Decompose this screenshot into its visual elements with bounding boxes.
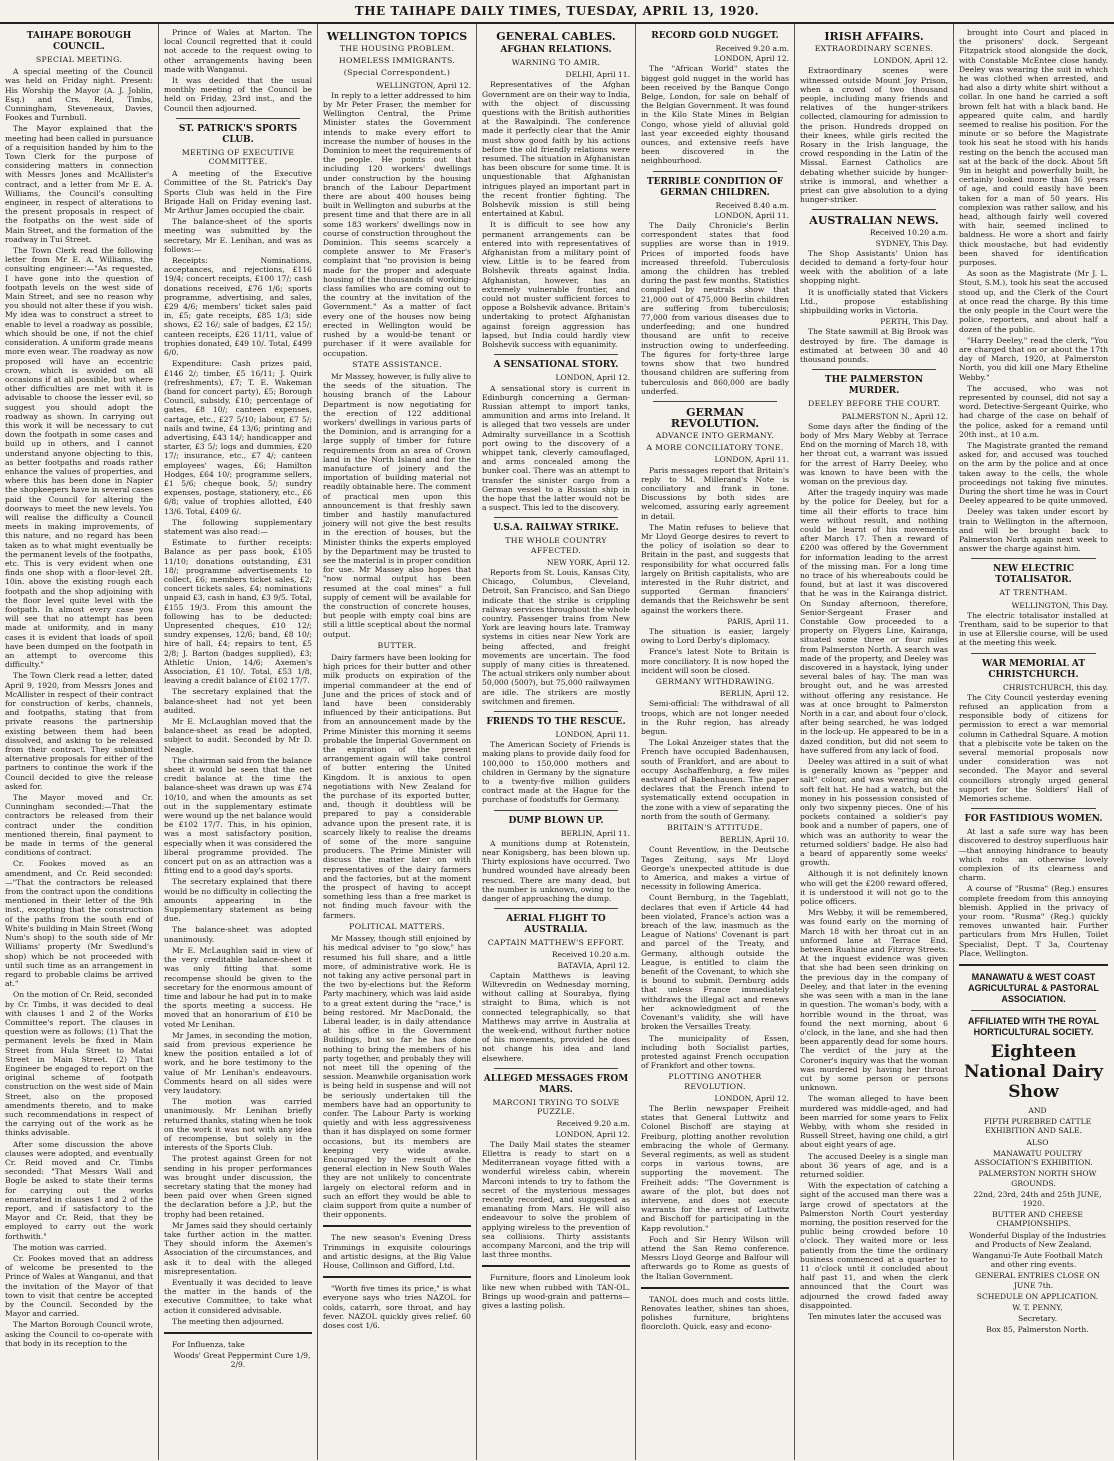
- advertisement: "Worth five times its price," is what everyone says who tries NAZOL for colds, catarrh, sore throat, and hay fever. NAZOL quickly gives relief. 60 doses cost 1/6.: [323, 1284, 471, 1331]
- dateline: NEW YORK, April 12.: [546, 557, 630, 567]
- dateline: Received 9.20 a.m.: [556, 1119, 630, 1129]
- paragraph: Ten minutes later the accused was: [808, 1312, 942, 1321]
- ad-line: 22nd, 23rd, 24th and 25th JUNE, 1920.: [973, 1189, 1102, 1208]
- ad-line: Wanganui-Te Aute Football Match and other ring events.: [972, 1250, 1103, 1270]
- paragraph: On the motion of Cr. Reid, seconded by Cr. Timbs, it was decided to deal with clauses 1 and 2 of the Works Committee's report. The clauses in question were as follows: (1) That the permanent levels be fixed in Main Street from Hula Street to Matai Street in Main Street. (2) That Engineer be engaged to report on the original scheme of footpath construction on the west side of Main Street, also on the proposed amendments thereto, and to make such recommendations in respect of the carrying out of the work as he thinks advisable.: [5, 990, 153, 1138]
- divider: [653, 171, 777, 172]
- divider: [971, 653, 1096, 654]
- dateline: LONDON, April 11.: [555, 730, 630, 739]
- paragraph: The "African World" states the biggest gold nugget in the world has been received by the Banque Congo Belge, London, for sale on behalf of the Belgian Government. It was found in the Kilo State Mines in Belgian Congo, whose yield of alluvial gold last year exceeded eighty thousand ounces, and extensive reefs have been discovered in the neighbourhood.: [641, 64, 789, 166]
- ad-line: ALSO: [1026, 1137, 1049, 1147]
- ad-line: MANAWATU POULTRY ASSOCIATION'S EXHIBITION.: [974, 1148, 1093, 1168]
- dateline: DELHI, April 11.: [565, 70, 630, 80]
- dateline: LONDON, April 11.: [714, 455, 789, 465]
- headline: AFGHAN RELATIONS.: [500, 45, 612, 55]
- paragraph: The Mayor moved and Cr. Cunningham seconded:—That the contractors be released from their contract under the condition mentioned therein, final payment to be made in terms of the general conditions of contract.: [5, 793, 153, 858]
- paragraph: The meeting then adjourned.: [172, 1316, 284, 1326]
- paragraph: The Daily Chronicle's Berlin correspondent states that food supplies are worse than in 1919. Prices of imported foods have increased threefold. Tuberculosis among the children has trebled during the past few months. Statistics compiled by neutrals show that 21,000 out of 475,000 Berlin children are suffering from tuberculosis; 77,000 from various diseases due to underfeeding; and one hundred thousand are unfit to receive instruction owing to underfeeding. The figures for forty-three large towns show that two hundred thousand children are suffering from tuberculosis and 860,000 are badly underfed.: [641, 221, 789, 396]
- divider: [494, 1068, 618, 1069]
- paragraph: As soon as the Magistrate (Mr J. L. Stout, S.M.), took his seat the accused stood up, and the Clerk of the Court at once read the charge. By this time the only people in the Court were the police, reporters, and about half a dozen of the public.: [959, 269, 1108, 334]
- masthead: THE TAIHAPE DAILY TIMES, TUESDAY, APRIL 13, 1920.: [0, 0, 1114, 24]
- divider: [494, 908, 618, 909]
- advertisement: TANOL does much and costs little. Renovates leather, shines tan shoes, polishes furniture, brightens floorcloth. Quick, easy and econo-: [641, 1294, 789, 1332]
- paragraph: The secretary explained that there would be no difficulty in collecting the amounts appearing in the Supplementary statement as being due.: [164, 877, 312, 924]
- ad-title: Eighteen National Dairy Show: [963, 1042, 1103, 1103]
- subheadline: STATE ASSISTANCE.: [352, 359, 442, 369]
- dateline: LONDON, April 12.: [714, 54, 789, 64]
- paragraph: Cr. Fookes moved as an amendment, and Cr. Reid seconded:—"That the contractors be released from the contract upon the conditions mentioned in their letter of the 9th inst., excepting that the construction of the paths from the south end of White's building in Main Street (Wong Num's shop) to the south side of Mr Williams' property (Mr Swedlund's shop) which be not proceeded with until such time as an arrangement in regard to probable claims be arrived at.": [5, 859, 153, 989]
- column-6: [795, 24, 954, 1460]
- paragraph: Representatives of the Afghan Government are on their way to India, with the object of discussing questions with the British authorities at the Rawalpindi. The conference made it perfectly clear that the Amir must show good faith by his actions before the old friendly relations were resumed. The situation in Afghanistan has been obscure for some time. It is unquestionable that Afghanistan intrigues played an important part in the recent frontier fighting. The Bolshevik mission is still being entertained at Kabul.: [482, 80, 630, 219]
- paragraph: Mr Massey, though still enjoined by his medical adviser to "go slow," has resumed his full share, and a little more, of administrative work. He is not taking any active personal part in the two by-elections but the Reform Party machinery, which was laid aside to a great extent during the "race," is being restored. Mr MacDonald, the Liberal leader, is in daily attendance at his office in the Government Buildings, but so far he has done nothing to bring the members of his party together, and probably they will not meet till the opening of the session. Meanwhile organisation work is being held in suspense and will not be seriously undertaken till the members have had an opportunity to confer. The Labour Party is working quietly and with less aggressiveness than it has displayed on some former occasions, but its members are keeping very wide awake. Encouraged by the result of the general election in New South Wales they are not unlikely to concentrate largely on electoral reform and in such an effort they would be able to claim support from quite a number of their opponents.: [323, 934, 471, 1220]
- paragraph: The secretary explained that the balance-sheet had not yet been audited.: [164, 687, 312, 715]
- paragraph: Semi-official: The withdrawal of all troops, which are not longer needed in the Ruhr region, has already begun.: [641, 699, 789, 736]
- dateline: LONDON, April 11.: [714, 210, 789, 220]
- subheadline: CAPTAIN MATTHEW'S EFFORT.: [487, 938, 625, 948]
- headline: WAR MEMORIAL AT CHRISTCHURCH.: [981, 658, 1086, 680]
- paragraph: The Matin refuses to believe that Mr Lloyd George desires to revert to the policy of isolation so dear to Britain in the past, and suggests that responsibility for what occurred falls largely on British capitalists, who are interested in the Ruhr district, and supported German financiers' demands that the Reichswehr be sent against the workers there.: [641, 522, 789, 615]
- paragraph: The Mayor explained that the meeting had been called in pursuance of a requisition handed by him to the Town Clerk for the purpose of considering matters in connection with Messrs Jones and McAllister's contract, and a letter from Mr E. A. Williams, the Council's consulting engineer, in respect of alterations to the present proposals in respect of the footpaths on the west side of Main Street, and the formation of the roadway in Tui Street.: [5, 124, 153, 244]
- dateline: PERTH, This Day.: [880, 317, 948, 327]
- paragraph: It is unofficially stated that Vickers Ltd., propose establishing shipbuilding works in Victoria.: [800, 287, 948, 316]
- paragraph: Deeley was attired in a suit of what is generally known as "pepper and salt" colour, and was wearing an old soft felt hat. He had a watch, but the money in his possession consisted of only two sixpenny pieces. One of his pockets contained a soldier's pay book and a number of papers, one of which was an authority to wear the returned soldiers' badge. He also had a beard of apparently some weeks' growth.: [800, 757, 948, 868]
- subheadline: POLITICAL MATTERS.: [349, 921, 445, 931]
- paragraph: The Town Clerk read the following letter from Mr E. A. Williams, the consulting engineer:—"As requested, I have gone into the question of footpath levels on the west side of Main Street, and see no reason why you should not alter these if you wish. My idea was to construct a street to enable to level a roadway as possible, which should be one, if not the chief consideration. A uniform grade means more even wear. The roadway as now proposed will have an eccentric crown, which is avoided on all occasions if at all possible, but where other difficulties are met with it is advisable to choose the lesser evil, so suggest you should adopt the roadway as shown. In carrying out this work it will be necessary to cut down the footpath in some cases and build up in others, and I cannot understand anyone objecting to this, as better footpaths and roads rather enhance the values of properties, and where this has been done in Napier the shopkeepers have in several cases paid the Council for altering the doorways to meet the new levels. You will realise the difficulty a Council meets in making improvements, of this nature, and no regard has been taken as to what might eventually be the permanent levels of the footpaths, etc. This is very evident when one finds one shop with a floor-level 2ft. 10in. above the existing rough each footpath and the shop adjoining with the floor level quite level with the footpath. In almost every case you will see that no attempt has been made at uniformity, and in many cases it is evident that loads of spoil have been dumped on the footpath in an attempt to overcome this difficulty.": [5, 246, 153, 670]
- paragraph: "Harry Deeley," read the clerk, "You are charged that on or about the 17th day of March, 1920, at Palmerston North, you did kill one Mary Etheline Webby.": [959, 335, 1108, 382]
- divider: [323, 1276, 471, 1278]
- ad-line: FIFTH PUREBRED CATTLE EXHIBITION AND SALE.: [983, 1117, 1092, 1136]
- divider: [971, 808, 1096, 809]
- paragraph: The Town Clerk read a letter, dated April 9, 1920, from Messrs Jones and McAllister in respect of their contract for construction of kerbs, channels, and footpaths, stating that from private reasons the partnership existing between them had been dissolved, and asking to be released from their contract. They submitted alternative proposals for either of the partners to continue the work if the Council decided to give the release asked for.: [5, 671, 153, 791]
- divider: [323, 1225, 471, 1227]
- headline: GERMAN REVOLUTION.: [670, 405, 760, 430]
- dateline: SYDNEY, This Day.: [875, 238, 948, 248]
- ad-line: AND: [1028, 1106, 1047, 1116]
- subheadline: THE HOUSING PROBLEM.: [339, 44, 455, 53]
- divider: [971, 558, 1096, 559]
- paragraph: The electric totalisator installed at Trentham, said to be superior to that in use at Ellerslie course, will be used at the meeting this week.: [959, 610, 1108, 648]
- paragraph: After some discussion the above clauses were adopted, and eventually Cr. Reid moved and Cr. Timbs seconded: "That Messrs Wall and Bogle be asked to state their terms for carrying out the works enumerated in clauses 1 and 2 of the report, and if satisfactory to the Mayor and Cr. Reid, that they be employed to carry out the work forthwith.": [5, 1139, 153, 1241]
- paragraph: Count Reventlow, in the Deutsche Tages Zeitung, says Mr Lloyd George's unexpected attitude is due to America, and makes a virtue of necessity in following America.: [641, 845, 789, 892]
- paragraph: The Lokal Anzeiger states that the French have occupied Badenhausen, south of Frankfort, and are about to occupy Aschaffenburg, a few miles eastward of Babenhausen. The paper declares that the French intend to systematically extend occupation in the zone with a view of separating the north from the south of Germany.: [641, 738, 789, 821]
- headline: RECORD GOLD NUGGET.: [651, 31, 779, 41]
- headline: DUMP BLOWN UP.: [508, 815, 604, 826]
- headline: WELLINGTON TOPICS: [326, 30, 468, 43]
- column-2: [159, 24, 318, 1460]
- subheadline: MEETING OF EXECUTIVE COMMITTEE.: [181, 147, 295, 167]
- headline: TAIHAPE BOROUGH COUNCIL.: [26, 31, 132, 52]
- dateline: BERLIN, April 12.: [719, 689, 789, 699]
- paragraph: Mrs Webby, it will be remembered, was found early on the morning of March 18 with her throat cut in an unformed lane at Terrace End, between Ruahine and Fitzroy Streets. At the inquest evidence was given that she had been seen drinking on the previous day in the company of Deeley, and that later in the evening she was seen with a man in the lane in question. The woman's body, with a horrible wound in the throat, was found the next morning, about 6 o'clock, in the lane, and she had then been apparently dead for some hours. The verdict of the jury at the Coroner's inquiry was that the woman was murdered by having her throat cut by some person or persons unknown.: [800, 908, 948, 1093]
- dateline: Received 10.20 a.m.: [551, 950, 630, 960]
- paragraph: Mr James said they should certainly take further action in the matter. They should inform the Axemen's Association of the circumstances, and ask it to deal with the alleged misrepresentation.: [164, 1220, 312, 1276]
- divider: [812, 209, 936, 210]
- column-4: [477, 24, 636, 1460]
- paragraph: The situation is easier, largely owing to Lord Derby's diplomacy.: [641, 626, 789, 646]
- dateline: Received 8.40 a.m.: [715, 200, 789, 210]
- paragraph: Expenditure: Cash prizes paid, £146 2/; timber, £5 16/11; J. Quirk (refreshments), £7; T. E. Wakeman (band for concert party), £5; Borough Council, subsidy, £10; percentage of gates, £8 10/; canteen expenses, cartage, etc., £27 5/10; labour, £7 5/; nails and twine, £4 13/6; printing and advertising, £43 14/; handicapper and starter, £3 5/; logs and dummies, £20 17/; insurance, etc., £7 4/; canteen employees' wages, £6; Hamilton Hodges, £64 10/; programme sellers, £1 5/6; cheque book, 5/; sundry expenses, postage, stationery, etc., £6 6/8; value of trophies allotted, £40 13/6. Total, £409 6/.: [164, 359, 312, 516]
- paragraph: The municipality of Essen, including both Socialist parties, protested against French occupation of Frankfort and other towns.: [641, 1033, 789, 1071]
- column-3: [318, 24, 477, 1460]
- headline: THE PALMERSTON MURDER.: [824, 375, 924, 397]
- advertisement: Woods' Great Peppermint Cure 1/9, 2/9.: [173, 1351, 311, 1370]
- headline: A SENSATIONAL STORY.: [493, 360, 619, 371]
- subheadline: MARCONI TRYING TO SOLVE PUZZLE.: [492, 1097, 620, 1117]
- paragraph: Mr James, in seconding the motion, said from previous experience he knew the position entailed a lot of work, and he bore testimony to the value of Mr Lenihan's endeavours. Comments heard on all sides were very laudatory.: [164, 1030, 312, 1095]
- ad-subheading: AFFILIATED WITH THE ROYAL HORTICULTURAL SOCIETY.: [968, 1016, 1099, 1038]
- paragraph: Mr Massey, however, is fully alive to the seeds of the situation. The housing branch of the Labour Department is now negotiating for the erection of 122 additional workers' dwellings in various parts of the Dominion, and is arranging for a large supply of timber for future requirements from an area of Crown land in the North Island and for the manufacture of joinery and the importation of building material not readily obtainable here. The comment of practical men upon this announcement is that freshly sawn timber and hastily manufactured joinery will not give the best results in the erection of houses, but the Minister thinks the experts employed by the Department may be trusted to see the material is in proper condition for use. Mr Massey also hopes that "now normal output has been resumed at the coal mines" a full supply of cement will be available for the construction of concrete houses, but people with empty coal bins are still a little sceptical about the normal output.: [323, 371, 471, 639]
- column-5: [636, 24, 795, 1460]
- paragraph: The Daily Mail states the steamer Ellettra is ready to start on a Mediterranean voyage fitted with a wonderful wireless cabin, wherein Marconi intends to try to fathom the secret of the mysterious messages recently recorded, and suggested as emanating from Mars. He will also endeavour to solve the problem of applying wireless to the prevention of sea collisions. Thirty assistants accompany Marconi, and the trip will last three months.: [482, 1139, 630, 1260]
- paragraph: The motion was carried.: [13, 1242, 107, 1252]
- divider: [494, 711, 618, 712]
- paragraph: With the expectation of catching a sight of the accused man there was a large crowd of spectators at the Palmerston North Court yesterday morning, the position reserved for the public being crowded before 10 o'clock. They waited more or less patiently from the time the ordinary business commenced at a quarter to 11 o'clock until it concluded about half past 11, and when the clerk announced that the Court was adjourned the crowd faded away disappointed.: [800, 1181, 948, 1310]
- headline: IRISH AFFAIRS.: [824, 30, 924, 43]
- paragraph: Cr. Fookes moved that an address of welcome be presented to the Prince of Wales at Wanganui, and that the invitation of the Mayor of that town to visit that centre be accepted by the Council. Seconded by the Mayor and carried.: [5, 1254, 153, 1319]
- divider: [164, 1332, 312, 1334]
- headline: U.S.A. RAILWAY STRIKE.: [493, 523, 619, 534]
- paragraph: Foch and Sir Henry Wilson will attend the San Remo conference. Messrs Lloyd George and Balfour will afterwards go to Rome as guests of the Italian Government.: [641, 1234, 789, 1281]
- advertisement: The new season's Evening Dress Trimmings in exquisite colourings and artistic designs, at the Big Value House, Collinson and Gifford, Ltd.: [323, 1233, 471, 1270]
- dateline: Received 9.20 a.m.: [715, 44, 789, 53]
- paragraph: brought into Court and placed in the prisoners' dock. Sergeant Fitzpatrick stood alongside the dock, with Constable McEntee close handy. Deeley was wearing the suit in which he was clothed when arrested, and had also a dirty white shirt without a collar. In one hand he carried a soft brown felt hat with a black band. He appeared quite calm, and hardly seemed to realise his position. For the minute or so before the Magistrate took his seat he stood with his hands resting on the bench the accused man sat at the back of the dock. About 5ft 9in in height and powerfully built, he certainly looked more than 36 years of age, and could easily have been taken for a man of 50 years. His complexion was rather sallow, and his head, although fairly well covered with hair, seemed inclined to baldness. He wore a short and fairly thick moustache, but had evidently been shaved for identification purposes.: [959, 28, 1108, 268]
- paragraph: It was decided that the usual monthly meeting of the Council be held on Friday, 23rd inst., and the Council then adjourned.: [164, 76, 312, 113]
- subheadline: EXTRAORDINARY SCENES.: [814, 44, 934, 53]
- paragraph: Deeley was taken under escort by train to Wellington in the afternoon, and will be brought back to Palmerston North again next week to answer the charge against him.: [959, 507, 1108, 554]
- subheadline: THE WHOLE COUNTRY AFFECTED.: [505, 536, 607, 555]
- dateline: WELLINGTON, April 12.: [376, 80, 471, 90]
- divider: [494, 517, 618, 518]
- paragraph: Receipts: Nominations, acceptances, and rejections, £116 19/4; concert receipts, £100 17/; cash donations received, £76 1/6; sports programme, advertising, and sales, £29 4/6; members' ticket sales paid in, £5; gate receipts, £85 1/3; side shows, £2 16/; sale of badges, £2 15/; canteen receipts, £26 11/11, value of trophies donated, £49 10/. Total, £499 6/0.: [164, 256, 312, 358]
- paragraph: France's latest Note to Britain is more conciliatory. It is now hoped the incident will soon be closed.: [641, 647, 789, 675]
- advertisement: Furniture, floors and Linoleum look like new when rubbed with TAN-OL. Brings up wood-grain and patterns—gives a lasting polish.: [482, 1273, 630, 1310]
- divider: [482, 1265, 630, 1267]
- paragraph: The balance-sheet of the sports meeting was submitted by the secretary, Mr E. Lenihan, and was as follows:—: [164, 217, 312, 254]
- paragraph: The woman alleged to have been murdered was middle-aged, and had been married for some years to Felix Webby, with whom she resided in Russell Street, having one child, a girl about eight years of age.: [800, 1094, 948, 1150]
- paragraph: The Berlin newspaper Freiheit states that General Luttwitz and Colonel Bischoff are staying at Freiburg, plotting another revolution embracing the whole of Germany. Several regiments, as well as student corps in various towns, are supporting the movement. The Freiheit adds: "The Government is aware of the plot, but does not intervene, and does not execute warrants for the arrest of Luttwitz and Bischoff for participating in the Kapp revolution.": [641, 1103, 789, 1233]
- paragraph: A munitions dump at Rotenstein, near Konigsberg, has been blown up. Thirty explosions have occurred. Two hundred wounded have already been rescued. There are many dead, but the number is unknown, owing to the danger of approaching the dump.: [482, 838, 630, 904]
- dateline: CHRISTCHURCH, this day.: [1003, 682, 1108, 692]
- paragraph: The City Council yesterday evening refused an application from a responsible body of citizens for permission to erect a war memorial column in Cathedral Square. A motion that a plebiscite vote be taken on the several memorial proposals now under consideration was not seconded. The Mayor and several councillors strongly urged general support for the Soldiers' Hall of Memories scheme.: [959, 692, 1108, 804]
- paragraph: Captain Matthews is leaving Wiltevredin on Wednesday morning, without calling at Sourabya, flying straight to Bima, which is not connected telegraphically, so that Matthews may arrive in Australia at the week-end, without further notice of his movements, provided he does not change his idea and land elsewhere.: [482, 970, 630, 1063]
- column-7: [954, 24, 1113, 1460]
- subheadline: SPECIAL MEETING.: [35, 55, 123, 64]
- paragraph: Mr E. McLaughlan said in view of the very creditable balance-sheet it was only fitting that some recompense should be given to the secretary for the enormous amount of time and labour he had put in to make the sports meeting a success. He moved that an honorarium of £10 be voted Mr Lenihan.: [164, 945, 312, 1029]
- divider: [653, 401, 777, 402]
- paragraph: Some days after the finding of the body of Mrs Mary Webby at Terrace End on the morning of March 18, with her throat cut, a warrant was issued for the arrest of Harry Deeley, who was known to have been with the woman on the previous day.: [800, 421, 948, 486]
- dateline: LONDON, April 12.: [714, 1093, 789, 1103]
- ad-line: W. T. PENNY,: [1012, 1302, 1063, 1312]
- subheadline: A MORE CONCILIATORY TONE.: [646, 443, 784, 453]
- paragraph: The Shop Assistants' Union has decided to demand a forty-four hour week with the abolition of a late shopping night.: [800, 248, 948, 286]
- headline: TERRIBLE CONDITION OF GERMAN CHILDREN.: [646, 176, 784, 198]
- divider: [641, 1287, 789, 1289]
- headline: FRIENDS TO THE RESCUE.: [486, 717, 626, 727]
- headline: NEW ELECTRIC TOTALISATOR.: [992, 564, 1075, 586]
- subheadline: WARNING TO AMIR.: [511, 58, 601, 67]
- subheadline: PLOTTING ANOTHER REVOLUTION.: [668, 1072, 762, 1091]
- paragraph: A special meeting of the Council was held on Friday night. Present: His Worship the Mayor (A. J. Joblin, Esq.) and Crs. Reid, Timbs, Cunningham, Steveneaux, Davies, Fookes and Turnbull.: [5, 67, 153, 123]
- paragraph: The Marton Borough Council wrote, asking the Council to co-operate with that body in its reception to the: [5, 1320, 153, 1348]
- divider: [959, 964, 1108, 966]
- paragraph: The accused, who was not represented by counsel, did not say a word. Detective-Sergeant Quirke, who had charge of the case on behalf of the police, asked for a remand until 20th inst., at 10 a.m.: [959, 383, 1108, 439]
- paragraph: Estimate to further receipts: Balance as per pass book, £105 11/10; donations outstanding, £31 18/; programme advertisements to collect, £6; members ticket sales, £2; concert tickets sales, £4; nominations unpaid £3, cash in hand, £3 9/5. Total, £155 19/3. From this amount the following has to be deducted: Unpresented cheques, £10 12/; sundry expenses, 12/6; band, £8 10/; hire of hall, £4; repairs to tent, £5 2/8; J. Barton (badges supplied), £3; Athletic Union, 14/6; Axemen's Association, £1 10/. Total, £53 1/8, leaving a credit balance of £102 17/7.: [164, 538, 312, 686]
- paragraph: The Magistrate granted the remand asked for, and accused was touched on the arm by the police and at once taken away to the cells, the whole proceedings not taking five minutes. During the short time he was in Court Deeley appeared to be quite unmoved.: [959, 440, 1108, 506]
- column-1: [0, 24, 159, 1460]
- subheadline: HOMELESS IMMIGRANTS.: [338, 56, 456, 66]
- divider: [971, 1010, 1096, 1011]
- dateline: LONDON, April 12.: [873, 56, 948, 66]
- divider: [812, 369, 936, 370]
- dateline: PARIS, April 11.: [727, 616, 789, 626]
- divider: [494, 354, 618, 355]
- newspaper-columns: [0, 24, 1114, 1460]
- subheadline: ADVANCE INTO GERMANY.: [655, 430, 775, 440]
- advertisement: For Influenza, take: [172, 1340, 245, 1350]
- paragraph: The motion was carried unanimously. Mr Lenihan briefly returned thanks, stating when he took on the work it was not with any idea of recompense, but solely in the interests of the Sports Club.: [164, 1097, 312, 1153]
- headline: AERIAL FLIGHT TO AUSTRALIA.: [506, 914, 606, 936]
- paragraph: It is difficult to see how any permanent arrangements can be entered into with representatives of Afghanistan from a military point of view. Little is to be feared from Bolshevik threats against India. Afghanistan, however, has an extremely vulnerable frontier, and could not muster sufficient forces to oppose a Bolshevik advance. Britain's undertaking to protect Afghanistan against foreign aggression has lapsed, but India could hardly view Bolshevik success with equanimity.: [482, 220, 630, 350]
- dateline: LONDON, April 12.: [555, 1129, 630, 1139]
- ad-heading: MANAWATU & WEST COAST AGRICULTURAL & PASTORAL ASSOCIATION.: [968, 972, 1099, 1005]
- byline: (Special Correspondent.): [343, 68, 451, 78]
- dateline: BATAVIA, April 12.: [557, 960, 630, 970]
- paragraph: The chairman said from the balance sheet it would be seen that the net credit balance at the time the balance-sheet was drawn up was £74 10/10, and when the amounts as set out in the supplementary estimate were wound up the net balance would be £102 17/7. This, in his opinion, was a most satisfactory position, especially when it was considered the liberal programme provided. The concert put on as an attraction was a fitting end to a good day's sports.: [164, 755, 312, 876]
- subheadline: DEELEY BEFORE THE COURT.: [808, 399, 940, 409]
- paragraph: Mr E. McLaughlan moved that the balance-sheet as read be adopted, subject to audit. Seconded by Mr D. Neagle.: [164, 717, 312, 754]
- dateline: WELLINGTON, This Day.: [1011, 600, 1108, 610]
- subheadline: BUTTER.: [377, 640, 417, 650]
- ad-line: BUTTER AND CHEESE CHAMPIONSHIPS.: [992, 1210, 1083, 1229]
- dateline: BERLIN, April 10.: [719, 835, 789, 845]
- subheadline: GERMANY WITHDRAWING.: [655, 676, 775, 686]
- ad-line: Secretary.: [1018, 1314, 1057, 1324]
- paragraph: Count Bernburg, in the Tageblatt, declares that even if Article 44 had been violated, France's action was a breach of the law, inasmuch as the League of Nations' Covenant is part and parcel of the Treaty, and Germany, although outside the League, is entitled to claim the benefit of the Covenant, to which she is bound to submit. Dernburg adds that unless France immediately withdraws the illegal act and renews her acknowledgment of the Covenant's validity, she will have broken the Versailles Treaty.: [641, 893, 789, 1032]
- paragraph: The American Society of Friends is making plans to provide daily food for 100,000 to 150,000 mothers and children in Germany by the signature to a twenty-five million guilders contract made at the Hague for the purchase of foodstuffs for Germany.: [482, 740, 630, 805]
- paragraph: Paris messages report that Britain's reply to M. Millerand's Note is conciliatory and frank in tone. Discussions by both sides are welcomed, assuring early agreement in detail.: [641, 465, 789, 521]
- subheadline: AT TRENTHAM.: [999, 588, 1068, 598]
- paragraph: Prince of Wales at Marton. The local Council regretted that it could not accede to the request owing to other arrangements having been made with Wanganui.: [164, 28, 312, 74]
- headline: FOR FASTIDIOUS WOMEN.: [964, 814, 1103, 825]
- paragraph: Eventually it was decided to leave the matter in the hands of the executive Committee, to take what action it considered advisable.: [164, 1278, 312, 1315]
- headline: AUSTRALIAN NEWS.: [809, 214, 939, 228]
- paragraph: The State sawmill at Big Brook was destroyed by fire. The damage is estimated at between 30 and 40 thousand pounds.: [800, 327, 948, 365]
- paragraph: In reply to a letter addressed to him by Mr Peter Fraser, the member for Wellington Central, the Prime Minister states the Government intends to make every effort to increase the number of houses in the Dominion to meet the requirements of the people. He points out that including 120 workers' dwellings under construction by the housing branch of the Labour Department there are about 400 houses being built in Wellington and suburbs at the present time and that there are in all some 183 workers' dwellings now in course of construction throughout the Dominion. This seems scarcely a complete answer to Mr Fraser's complaint that "no provision is being made for the proper and adequate housing of the thousands of working-class families who are coming out to the country at the invitation of the Government." As a matter of fact every one of the houses now being erected in Wellington would be rushed by a would-be tenant or purchaser if it were available for occupation.: [323, 90, 471, 358]
- paragraph: Reports from St. Louis, Kansas City, Chicago, Columbus, Cleveland, Detroit, San Francisco, and San Diego indicate that the strike is crippling railway services throughout the whole country. Passenger trains from New York are leaving hours late. Tramway systems in cities near New York are being affected, and freight movements are uncertain. The food supply of many cities is threatened. The actual strikers only number about 50,000 (500?), but 75,000 railwaymen are idle. The strikers are mostly switchmen and firemen.: [482, 567, 630, 706]
- divider: [494, 810, 618, 811]
- dateline: BERLIN, April 11.: [560, 828, 630, 838]
- dateline: LONDON, April 12.: [555, 373, 630, 383]
- paragraph: Extraordinary scenes were witnessed outside Mount Joy Prison, when a crowd of two thousand people, including many friends and relatives of the hunger-strikers collected, clamouring for admission to the prison. Hundreds dropped on their knees, while girls recited the Rosary in the Irish language, the crowd responding in the Latin of the Missal. Earnest Catholics are debating whether suicide by hunger-strike is immoral, and whether a priest can give absolution to a dying hunger-striker.: [800, 66, 948, 205]
- divider: [176, 118, 300, 119]
- paragraph: After the tragedy inquiry was made by the police for Deeley, but for a time all their efforts to trace him were without result, and nothing could be learnt of his movements after March 17. Then a reward of £200 was offered by the Government for information leading to the arrest of the missing man. For a long time no trace of his whereabouts could be found, but at last it was discovered that he was in the Kairanga district. On Sunday afternoon, therefore, Senior-Sergeant Fraser and Constable Gow proceeded to a property on Flygers Line, Kairanga, situated some three or four miles from Palmerston North. A search was made of the property, and Deeley was discovered in a haystack, lying under several bales of hay. The man was brought out, and he was arrested without offering any resistance. He was at once brought to Palmerston North in a car, and about four o'clock, after being searched, he was lodged in the lock-up. He appeared to be in a dazed condition, but did not seem to have suffered from any lack of food.: [800, 488, 948, 755]
- paragraph: The accused Deeley is a single man about 36 years of age, and is a returned soldier.: [800, 1151, 948, 1179]
- paragraph: Although it is not definitely known who will get the £200 reward offered, it is understood it will not go to the police officers.: [800, 869, 948, 907]
- headline: ST. PATRICK'S SPORTS CLUB.: [178, 123, 298, 145]
- paragraph: A meeting of the Executive Committee of the St. Patrick's Day Sports Club was held in the Fire Brigade Hall on Friday evening last. Mr Arthur James occupied the chair.: [164, 169, 312, 216]
- headline: GENERAL CABLES.: [496, 30, 616, 43]
- subheadline: BRITAIN'S ATTITUDE.: [667, 823, 763, 833]
- ad-line: Wonderful Display of the Industries and Products of New Zealand.: [969, 1230, 1106, 1249]
- headline: ALLEGED MESSAGES FROM MARS.: [483, 1073, 629, 1095]
- ad-line: GENERAL ENTRIES CLOSE ON JUNE 7th.: [975, 1271, 1100, 1290]
- paragraph: At last a safe sure way has been discovered to destroy superfluous hair—that annoying hindrance to beauty which robs an otherwise lovely complexion of its clearness and charm.: [959, 827, 1108, 883]
- paragraph: The following supplementary statement was also read:—: [164, 517, 312, 536]
- paragraph: Dairy farmers have been looking for high prices for their butter and other milk products on expiration of the imperial commandeer at the end of June and the prices of stock and of land have been considerably influenced by their anticipations. But from an announcement made by the Prime Minister this morning it seems probable the Imperial Government on the expiration of the present arrangement again will take control of butter entering the United Kingdom. It is anxious to open negotiations with New Zealand for the purchase of its exported butter, and, though it doubtless will be prepared to pay a considerable advance upon the present rate, it is scarcely likely to realise the dreams of some of the more sanguine producers. The Prime Minister will discuss the matter later on with representatives of the dairy farmers and the factories, but at the moment the prospect of having to accept something less than a free market is not finding much favour with the farmers.: [323, 653, 471, 920]
- ad-line: PALMERSTON NORTH SHOW GROUNDS.: [978, 1169, 1097, 1188]
- ad-line: Box 85, Palmerston North.: [986, 1325, 1089, 1335]
- paragraph: The protest against Green for not sending in his proper performances was brought under discussion, the secretary stating that the money had been paid over when Green signed the declaration before a J.P., but the trophy had been retained.: [164, 1154, 312, 1219]
- ad-line: SCHEDULE ON APPLICATION.: [976, 1291, 1099, 1301]
- paragraph: The balance-sheet was adopted unanimously.: [164, 925, 312, 944]
- paragraph: A sensational story is current in Edinburgh concerning a German-Russian attempt to import tanks, ammunition and arms into Ireland. It is alleged that two vessels are under Admiralty surveillance in a Scottish port owing to the discovery of a whippet tank, cleverly camouflaged, and arms concealed among the bunker coal. There was an attempt to transfer the sinister cargo from a German vessel to a Russian ship in the hope that the latter would not be a suspect. This led to the discovery.: [482, 383, 630, 513]
- paragraph: A course of "Rusma" (Reg.) ensures complete freedom from this annoying blemish. Applied in the privacy of your room. "Rusma" (Reg.) quickly removes unwanted hair. Further particulars from Mrs Hullen, Toilet Specialist, Dept. T 3a, Courtenay Place, Wellington.: [959, 884, 1108, 958]
- dateline: PALMERSTON N., April 12.: [841, 411, 948, 421]
- dateline: Received 10.20 a.m.: [869, 228, 948, 238]
